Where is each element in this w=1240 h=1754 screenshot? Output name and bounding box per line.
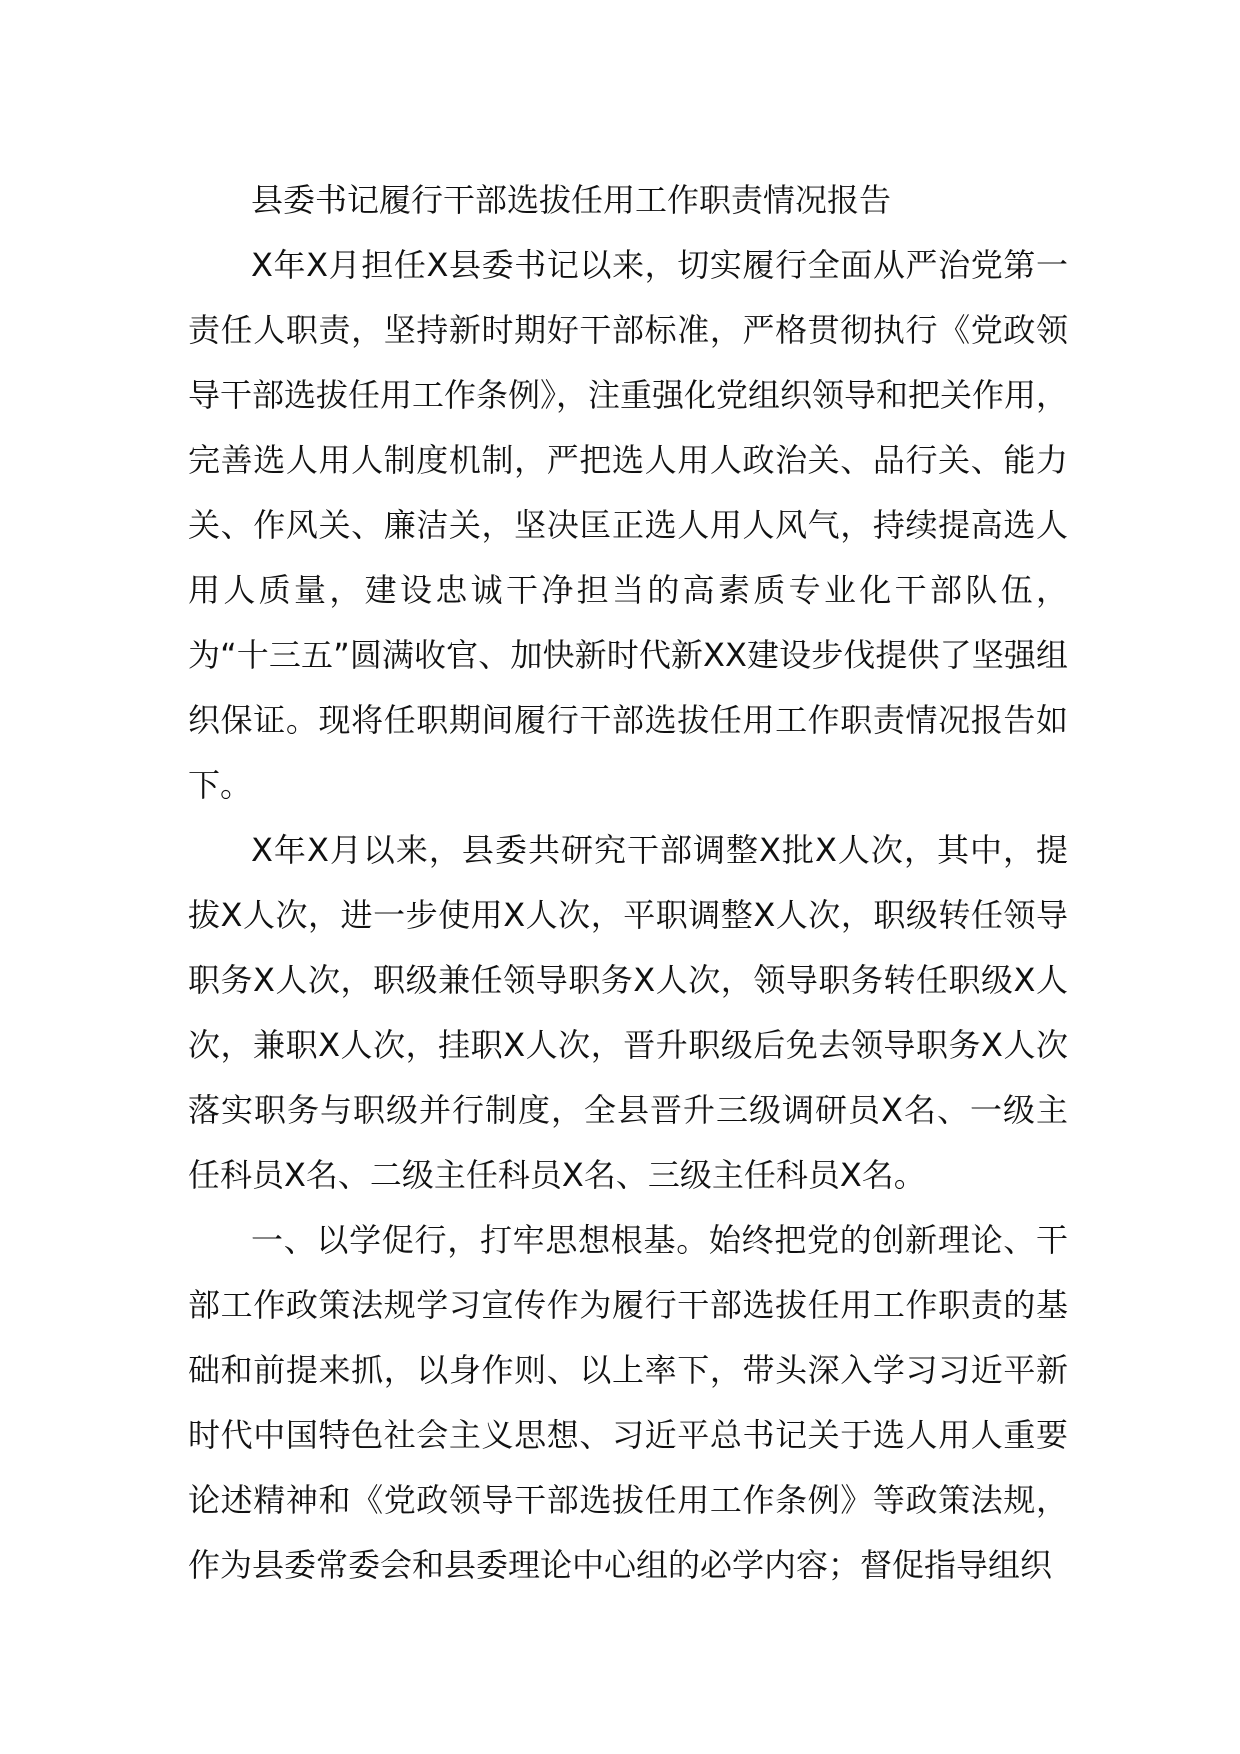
paragraph-section-one: 一、以学促行，打牢思想根基。始终把党的创新理论、干部工作政策法规学习宣传作为履行干部选拔任用工作职责的基础和前提来抓，以身作则、以上率下，带头深入学习习近平新时代中国特色社会主义思想、习近平总书记关于选人用人重要论述精神和《党政领导干部选拔任用工作条例》等政策法规，作为县委常委会和县委理论中心组的必学内容；督促指导组织 xyxy=(188,1221,1068,1584)
paragraph-statistics: X年X月以来，县委共研究干部调整X批X人次，其中，提拔X人次，进一步使用X人次，平职调整X人次，职级转任领导职务X人次，职级兼任领导职务X人次，领导职务转任职级X人次，兼职X人次，挂职X人次，晋升职级后免去领导职务X人次落实职务与职级并行制度，全县晋升三级调研员X名、一级主任科员X名、二级主任科员X名、三级主任科员X名。 xyxy=(188,831,1068,1194)
document-body xyxy=(188,168,1068,1598)
document-title: 县委书记履行干部选拔任用工作职责情况报告 xyxy=(251,181,892,219)
paragraph-intro: X年X月担任X县委书记以来，切实履行全面从严治党第一责任人职责，坚持新时期好干部标准，严格贯彻执行《党政领导干部选拔任用工作条例》，注重强化党组织领导和把关作用，完善选人用人制度机制，严把选人用人政治关、品行关、能力关、作风关、廉洁关，坚决匡正选人用人风气，持续提高选人用人质量，建设忠诚干净担当的高素质专业化干部队伍，为“十三五”圆满收官、加快新时代新XX建设步伐提供了坚强组织保证。现将任职期间履行干部选拔任用工作职责情况报告如下。 xyxy=(188,246,1069,804)
